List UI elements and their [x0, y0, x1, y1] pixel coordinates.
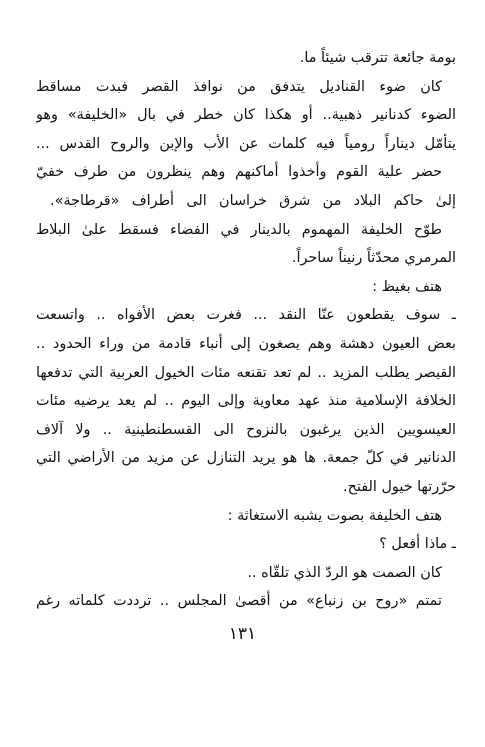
- text-line: المرمري محدّثاً رنيناً ساحراً.: [291, 250, 456, 267]
- text-line: العيسويين الذين يرغبون بالنزوح الى القسطنطينية .. ولا آلاف: [36, 421, 456, 438]
- text-line: كان الصمت هو الردّ الذي تلقّاه ..: [247, 564, 442, 581]
- text-line: تمتم «روح بن زنباع» من أقصىٰ المجلس .. ترددت كلماته رغم: [36, 593, 442, 610]
- text-line: يتأمّل ديناراً رومياً فيه كلمات عن الأب والإبن والروح القدس ...: [36, 135, 456, 152]
- text-line: بومة جائعة تترقب شيئاً ما.: [299, 50, 456, 66]
- text-line: حرّرتها خيول الفتح.: [343, 478, 456, 495]
- text-line: هتف بغيظ :: [372, 278, 442, 295]
- text-line: إلىٰ حاكم البلاد من شرق خراسان الى أطراف «قرطاجة».: [50, 192, 456, 209]
- body-text: [36, 44, 456, 616]
- text-line: القيصر يطلب المزيد .. لم تعد تقنعه مئات الخيول العربية التي تدفعها: [36, 364, 456, 381]
- text-line: الضوء كدنانير ذهبية.. أو هكذا كان خطر في بال «الخليفة» وهو: [36, 107, 456, 124]
- text-line: ـ ماذا أفعل ؟: [379, 536, 456, 553]
- text-line: الدنانير في كلّ جمعة. ها هو يريد التنازل عن مزيد من الأراضي التي: [36, 450, 456, 467]
- text-line: ـ سوف يقطعون عنّا النقد ... فغرت بعض الأفواه .. واتسعت: [36, 307, 456, 324]
- text-line: الخلافة الإسلامية منذ عهد معاوية وإلى اليوم .. لم يعد يرضيه مئات: [36, 393, 456, 410]
- text-line: طوّح الخليفة المهموم بالدينار في الفضاء فسقط علىٰ البلاط: [36, 221, 442, 238]
- page-number: ١٣١: [228, 624, 257, 644]
- text-line: حضر علية القوم وأخذوا أماكنهم وهم ينظرون من طرف خفيّ: [36, 164, 442, 181]
- text-line: كان ضوء القناديل يتدفق من نوافذ القصر فبدت مساقط: [36, 78, 442, 95]
- text-line: بعض العيون دهشة وهم يصغون إلى أنباء قادمة من وراء الحدود ..: [36, 335, 456, 352]
- text-line: هتف الخليفة بصوت يشبه الاستغاثة :: [227, 507, 442, 524]
